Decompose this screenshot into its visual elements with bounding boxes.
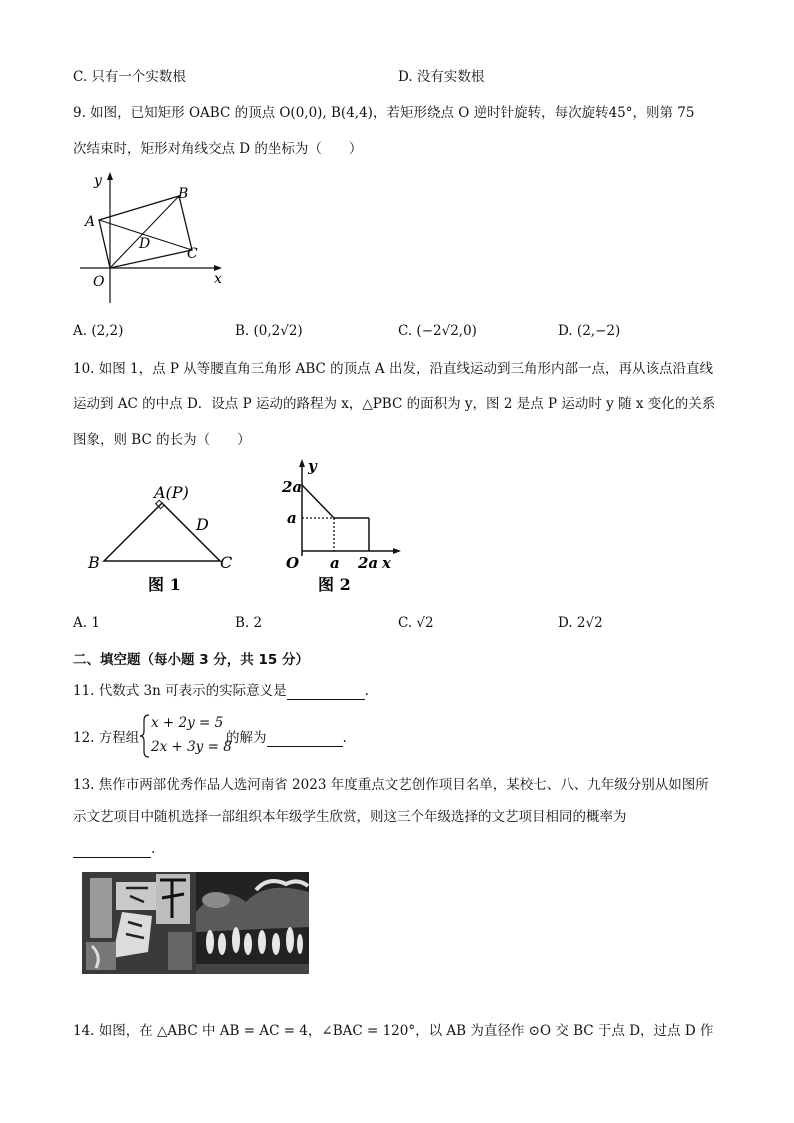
q12-brace-icon — [140, 714, 150, 758]
q11-end: . — [364, 683, 369, 699]
q10-fig2-caption: 图 2 — [318, 575, 351, 594]
q13-artwork-image-1 — [82, 872, 196, 974]
q9-option-d: D. (2,−2) — [558, 323, 621, 339]
q13-stem-line2: 示文艺项目中随机选择一部组织本年级学生欣赏，则这三个年级选择的文艺项目相同的概率为 — [73, 809, 627, 825]
q10-fig1-caption: 图 1 — [148, 575, 181, 594]
q10-fig2-label-x: x — [382, 554, 391, 572]
q13-artwork-image-2 — [196, 872, 309, 974]
q12-end: . — [342, 730, 347, 746]
q9-label-o: O — [93, 274, 105, 290]
q12-equation-1: x + 2y = 5 — [151, 715, 224, 731]
q13-stem-line1: 13. 焦作市两部优秀作品人选河南省 2023 年度重点文艺创作项目名单，某校七、八、九年级分别从如图所 — [73, 777, 709, 793]
q11-line — [73, 682, 369, 700]
q10-fig2-label-o: O — [286, 554, 300, 572]
q14-stem-line1: 14. 如图，在 △ABC 中 AB = AC = 4，∠BAC = 120°，以 AB 为直径作 ⊙O 交 BC 于点 D，过点 D 作 — [73, 1023, 714, 1039]
q9-label-y: y — [94, 173, 102, 189]
q10-fig1-label-b: B — [88, 553, 100, 572]
q9-option-a: A. (2,2) — [73, 323, 124, 339]
q8-option-c: C. 只有一个实数根 — [73, 69, 186, 85]
q12-prefix: 12. 方程组 — [73, 730, 140, 746]
q10-fig2-label-a-y: a — [287, 509, 297, 527]
q12-equation-2: 2x + 3y = 8 — [151, 739, 232, 755]
q10-figure-1 — [86, 478, 246, 598]
q8-option-d: D. 没有实数根 — [398, 69, 485, 85]
q10-stem-line3: 图象，则 BC 的长为（ ） — [73, 432, 251, 448]
q12-suffix: 的解为 — [226, 730, 267, 746]
q10-fig1-label-c: C — [220, 553, 233, 572]
q13-end: . — [151, 841, 156, 857]
q10-option-d: D. 2√2 — [558, 615, 603, 631]
q9-figure — [80, 168, 240, 308]
q13-line3 — [73, 840, 155, 858]
q10-figure-2 — [278, 456, 408, 598]
q12-tail — [226, 729, 347, 747]
q9-label-d: D — [139, 236, 151, 252]
q9-stem-line1: 9. 如图，已知矩形 OABC 的顶点 O(0,0), B(4,4)，若矩形绕点 O 逆时针旋转，每次旋转45°，则第 75 — [73, 105, 695, 121]
q10-option-c: C. √2 — [398, 615, 434, 631]
q10-fig2-label-y: y — [308, 457, 317, 475]
q10-fig2-label-2a-x: 2a — [358, 554, 379, 572]
q9-option-b: B. (0,2√2) — [235, 323, 303, 339]
q9-option-c: C. (−2√2,0) — [398, 323, 477, 339]
q10-stem-line1: 10. 如图 1，点 P 从等腰直角三角形 ABC 的顶点 A 出发，沿直线运动到三角形内部一点，再从该点沿直线 — [73, 361, 713, 377]
q10-fig1-label-d: D — [196, 515, 209, 534]
q10-stem-line2: 运动到 AC 的中点 D．设点 P 运动的路程为 x，△PBC 的面积为 y，图 2 是点 P 运动时 y 随 x 变化的关系 — [73, 396, 716, 412]
q9-label-x: x — [214, 271, 222, 287]
q10-option-b: B. 2 — [235, 615, 263, 631]
q13-answer-blank[interactable] — [73, 843, 151, 858]
q9-label-b: B — [178, 186, 189, 202]
q11-text: 11. 代数式 3n 可表示的实际意义是 — [73, 683, 287, 699]
q10-fig2-label-2a-y: 2a — [282, 478, 303, 496]
q9-label-c: C — [187, 246, 198, 262]
q12-answer-blank[interactable] — [267, 732, 343, 747]
q9-label-a: A — [85, 214, 96, 230]
q10-fig2-label-a-x: a — [330, 554, 340, 572]
q10-option-a: A. 1 — [73, 615, 100, 631]
section-title-fill-in: 二、填空题（每小题 3 分，共 15 分） — [73, 652, 309, 668]
q9-stem-line2: 次结束时，矩形对角线交点 D 的坐标为（ ） — [73, 141, 363, 157]
q10-fig1-label-ap: A(P) — [154, 483, 189, 502]
q11-answer-blank[interactable] — [287, 685, 365, 700]
